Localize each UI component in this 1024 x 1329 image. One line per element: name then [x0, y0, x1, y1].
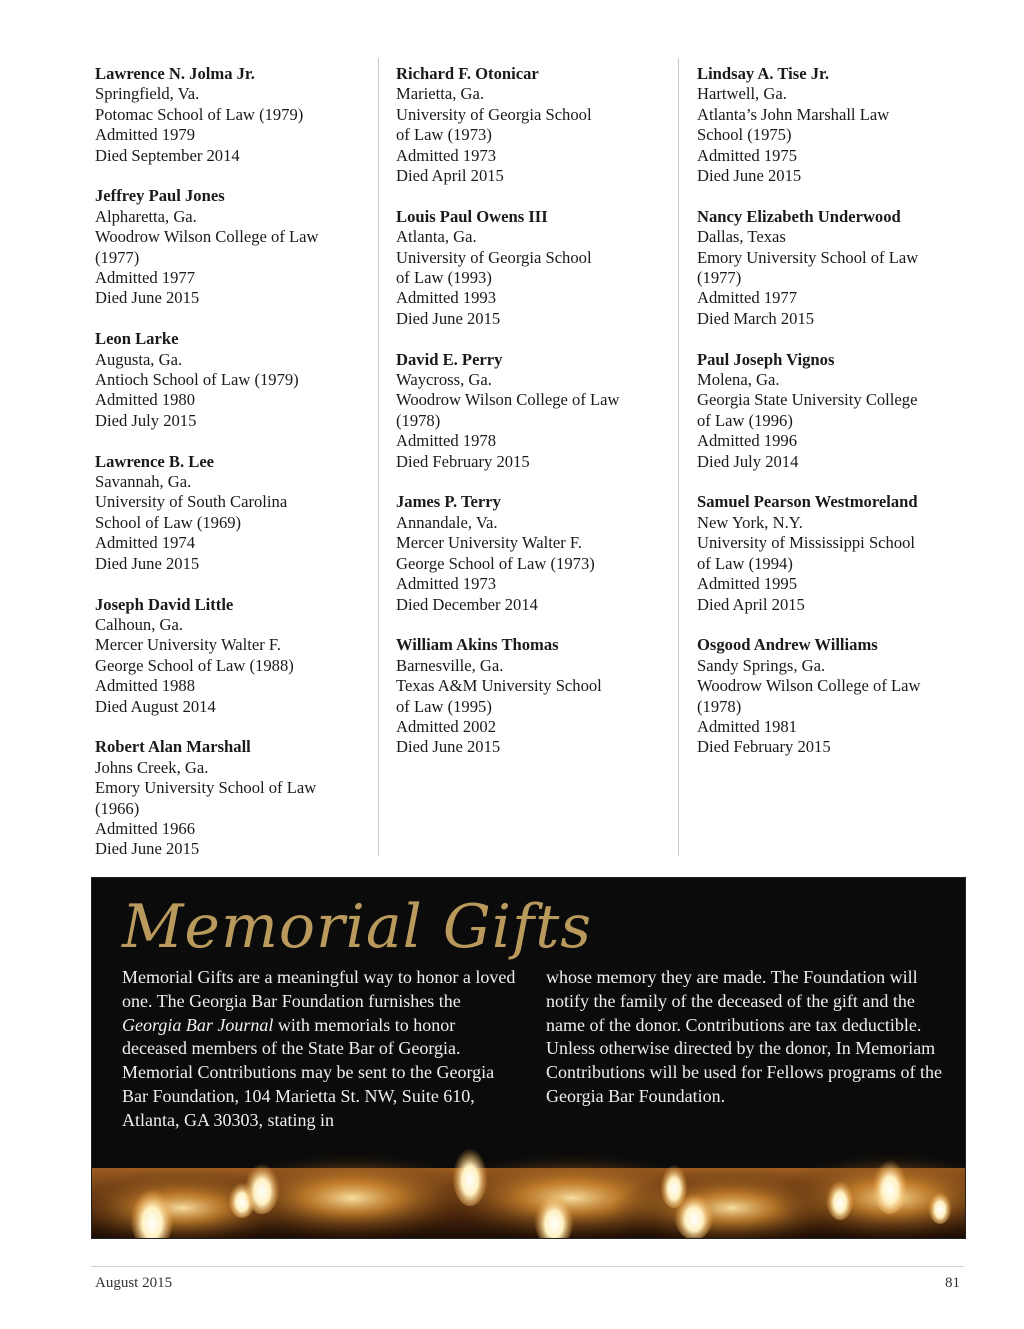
obituary-line: Admitted 1988: [95, 676, 196, 696]
obituary-line: Woodrow Wilson College of Law: [95, 227, 319, 247]
obituary-line: Admitted 1973: [396, 145, 497, 165]
obituary-column-3: [697, 64, 977, 778]
obituary-line: Admitted 1977: [697, 288, 798, 308]
obituary-line: Annandale, Va.: [396, 512, 498, 532]
obituary-entry: [697, 635, 977, 757]
obituary-line: Admitted 1980: [95, 390, 196, 410]
obituary-name: Robert Alan Marshall: [95, 737, 251, 757]
obituary-name: James P. Terry: [396, 492, 501, 512]
obituary-entry: [95, 595, 375, 717]
obituary-line: Died February 2015: [697, 737, 831, 757]
obituary-line: Died April 2015: [396, 166, 504, 186]
obituary-line: Admitted 1975: [697, 145, 798, 165]
obituary-line: Dallas, Texas: [697, 227, 786, 247]
obituary-line: Woodrow Wilson College of Law: [697, 676, 921, 696]
obituary-line: Marietta, Ga.: [396, 84, 485, 104]
obituary-line: University of Georgia School: [396, 247, 592, 267]
obituary-line: Died July 2014: [697, 451, 799, 471]
obituary-line: Woodrow Wilson College of Law: [396, 390, 620, 410]
obituary-name: Richard F. Otonicar: [396, 64, 539, 83]
obituary-line: Died December 2014: [396, 594, 538, 614]
obituary-name: Samuel Pearson Westmoreland: [697, 492, 918, 512]
obituary-name: Lawrence N. Jolma Jr.: [95, 64, 255, 83]
obituary-line: George School of Law (1973): [396, 553, 595, 573]
obituary-line: Admitted 1977: [95, 268, 196, 288]
obituary-line: Mercer University Walter F.: [396, 533, 582, 553]
obituary-line: Admitted 1966: [95, 818, 196, 838]
obituary-line: of Law (1973): [396, 125, 492, 145]
obituary-columns: [0, 58, 1024, 858]
obituary-line: Atlanta, Ga.: [396, 227, 477, 247]
obituary-line: Died September 2014: [95, 145, 240, 165]
obituary-line: Alpharetta, Ga.: [95, 206, 197, 226]
obituary-column-2: [396, 64, 676, 778]
obituary-line: Molena, Ga.: [697, 370, 780, 390]
obituary-name: Nancy Elizabeth Underwood: [697, 206, 901, 226]
obituary-entry: [396, 207, 676, 329]
obituary-line: Augusta, Ga.: [95, 349, 183, 369]
obituary-line: Died June 2015: [396, 737, 501, 757]
memorial-gifts-title: Memorial Gifts: [122, 892, 593, 962]
obituary-line: of Law (1993): [396, 268, 492, 288]
obituary-line: (1978): [697, 696, 742, 716]
obituary-line: Died June 2015: [95, 553, 200, 573]
obituary-name: Leon Larke: [95, 329, 179, 349]
obituary-entry: [697, 207, 977, 329]
obituary-line: (1977): [95, 247, 140, 267]
obituary-entry: [697, 350, 977, 472]
obituary-line: Antioch School of Law (1979): [95, 370, 299, 390]
obituary-line: Admitted 1973: [396, 574, 497, 594]
obituary-line: Emory University School of Law: [697, 247, 919, 267]
obituary-line: University of South Carolina: [95, 492, 288, 512]
obituary-name: Lawrence B. Lee: [95, 451, 215, 471]
obituary-line: Waycross, Ga.: [396, 370, 492, 390]
obituary-line: Mercer University Walter F.: [95, 635, 281, 655]
obituary-line: Died June 2015: [95, 839, 200, 859]
obituary-line: Admitted 1978: [396, 431, 497, 451]
obituary-name: Osgood Andrew Williams: [697, 635, 878, 655]
candles-image: [92, 1098, 965, 1238]
obituary-line: Johns Creek, Ga.: [95, 757, 209, 777]
obituary-line: Barnesville, Ga.: [396, 655, 504, 675]
obituary-entry: [697, 492, 977, 614]
obituary-name: Paul Joseph Vignos: [697, 349, 835, 369]
obituary-line: School of Law (1969): [95, 512, 242, 532]
obituary-line: Sandy Springs, Ga.: [697, 655, 826, 675]
memorial-text-right: whose memory they are made. The Foundation will notify the family of the deceased of the gift and the name of the donor. Contributions are tax deductible. Unless otherwise directed by the donor, In Memoriam Contributions will be used for Fellows programs of the Georgia Bar Foundation.: [546, 967, 942, 1106]
obituary-line: Died July 2015: [95, 410, 197, 430]
obituary-line: (1966): [95, 798, 140, 818]
obituary-name: William Akins Thomas: [396, 635, 559, 655]
obituary-line: Admitted 1974: [95, 533, 196, 553]
obituary-line: New York, N.Y.: [697, 512, 803, 532]
obituary-name: Joseph David Little: [95, 594, 234, 614]
obituary-entry: [396, 635, 676, 757]
obituary-line: Admitted 1995: [697, 574, 798, 594]
obituary-entry: [396, 350, 676, 472]
obituary-line: Calhoun, Ga.: [95, 614, 184, 634]
obituary-entry: [95, 452, 375, 574]
obituary-line: (1978): [396, 410, 441, 430]
memorial-gifts-banner: [91, 877, 966, 1239]
obituary-line: Died April 2015: [697, 594, 805, 614]
obituary-line: Died June 2015: [697, 166, 802, 186]
obituary-name: Lindsay A. Tise Jr.: [697, 64, 830, 83]
footer-divider: [91, 1266, 964, 1267]
obituary-line: George School of Law (1988): [95, 655, 294, 675]
obituary-line: of Law (1995): [396, 696, 492, 716]
obituary-entry: [95, 64, 375, 166]
obituary-line: Died June 2015: [396, 308, 501, 328]
obituary-line: University of Mississippi School: [697, 533, 916, 553]
obituary-entry: [95, 329, 375, 431]
obituary-line: Died June 2015: [95, 288, 200, 308]
obituary-line: School (1975): [697, 125, 792, 145]
memorial-text-part: Memorial Gifts are a meaningful way to honor a loved one. The Georgia Bar Foundation furnishes the: [122, 967, 516, 1011]
obituary-line: Admitted 1981: [697, 716, 798, 736]
obituary-line: Springfield, Va.: [95, 84, 200, 104]
obituary-entry: [95, 737, 375, 859]
column-divider: [678, 58, 679, 856]
obituary-line: of Law (1996): [697, 410, 793, 430]
obituary-entry: [697, 64, 977, 186]
obituary-line: Potomac School of Law (1979): [95, 104, 304, 124]
obituary-line: Admitted 2002: [396, 716, 497, 736]
obituary-line: Emory University School of Law: [95, 778, 317, 798]
obituary-name: Jeffrey Paul Jones: [95, 186, 225, 206]
obituary-column-1: [95, 64, 375, 880]
column-divider: [378, 58, 379, 856]
obituary-entry: [95, 186, 375, 308]
obituary-name: David E. Perry: [396, 349, 503, 369]
obituary-line: (1977): [697, 268, 742, 288]
obituary-name: Louis Paul Owens III: [396, 206, 548, 226]
obituary-line: Texas A&M University School: [396, 676, 602, 696]
obituary-entry: [396, 492, 676, 614]
memorial-text-part: with memorials to honor deceased members of the State Bar of Georgia. Memorial Contributions may be sent to the Georgia Bar Foundation, 104 Marietta St. NW, Suite 610, Atlanta, GA 30303, stating in: [122, 1014, 495, 1130]
obituary-line: Admitted 1993: [396, 288, 497, 308]
obituary-line: Admitted 1996: [697, 431, 798, 451]
footer-page-number: 81: [945, 1275, 960, 1291]
obituary-line: Died March 2015: [697, 308, 815, 328]
obituary-line: Georgia State University College: [697, 390, 918, 410]
obituary-line: Died February 2015: [396, 451, 530, 471]
obituary-line: Savannah, Ga.: [95, 472, 192, 492]
journal-title: Georgia Bar Journal: [122, 1014, 274, 1035]
footer-issue-date: August 2015: [95, 1275, 173, 1291]
obituary-line: Admitted 1979: [95, 125, 196, 145]
obituary-line: Atlanta’s John Marshall Law: [697, 104, 890, 124]
obituary-line: University of Georgia School: [396, 104, 592, 124]
obituary-line: Died August 2014: [95, 696, 216, 716]
obituary-line: Hartwell, Ga.: [697, 84, 787, 104]
obituary-line: of Law (1994): [697, 553, 793, 573]
obituary-entry: [396, 64, 676, 186]
